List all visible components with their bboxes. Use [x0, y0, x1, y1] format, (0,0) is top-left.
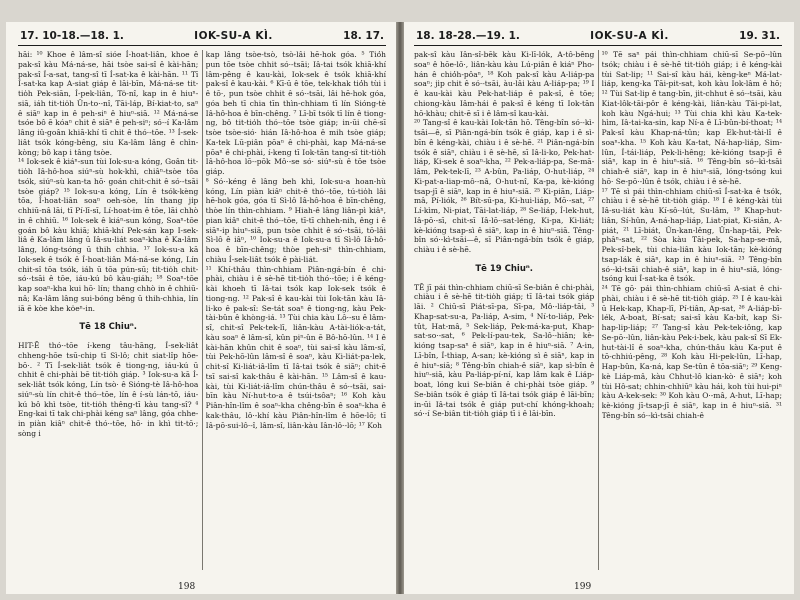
paragraph: ¹⁰ Tē saⁿ pái thìn-chhiam chiū-sī Se-pō·-lûn tsók; chiàu i ê sè-hē tit-tio̍h giáp; i ê kéng-kài tùi Sat-lip; ¹¹ Sai-sî kàu hái, kèng-keⁿ Má-lat-liáp, keng-ka Tāi-pit-sat, koh kàu Iok-lâm ê hō; ¹² Tùi Sat-lip ê tang-bīn, ji̍t-chhut ê só·-tsāi, kàu Kiat-lôk-tāi-pôr ê kéng-kài, liân-kàu Tāi-pi-lat, koh kàu Ngá-hui; ¹³ Tùi chia khì kàu Ka-tek-hìm, Iâ-tai-ka-sin, kap Ní-a ê Lī-bûn-bí-thoat; ¹⁴ Pak-sî kàu Khap-ná-tûn; kap Ek-hut-tài-lî ê soaⁿ-kha. ¹⁵ Koh kàu Ka-tat, Ná-hap-liáp, Sim-lûn, Í-tái-liáp, Pek-li-hêng; kè-kióng tsap-jī ê siāⁿ, kap in ê hiuⁿ-siā. ¹⁶ Têng-bîn só·-kì-tsāi chiah-ê siāⁿ, kap in ê hiuⁿ-siā, lóng-tsóng kui hō· Se-pō·-lûn ê tsók, chiàu i ê sè-hē. — [601, 50, 782, 186]
paragraph: kap lâng tsòe-tsò, tsò-lâi hē-hok góa. ⁵ Tió̍h pun tōe tsòe chhit só·-tsāi; Iâ-tai tsók khiā-khí lâm-pêng ê kau-kài, Iok-sek ê tsók khiā-khí pak-sî ê kau-kài. ⁶ Kī-ū ê tōe, tek-khak tió̍h tùi i ê tō·, pun tsòe chhit ê só·-tsāi, lâi hē-hok góa, góa beh tī chia tīn thìn-chhiam tī lín Sióng-tè Iâ-hô-hoa ê bīn-chêng. ⁷ Lī-bī tsók tī lín ê tiong-ng, bô tit-tio̍h thó·-tōe tsòe giáp; in-ūi chē-sī tsòe tsòe-sió· hián Iâ-hô-hoa ê mih tsòe giáp; Ka-tek Lū-piân pōaⁿ ê chi-phài, kap Má-ná-se pōaⁿ ê chi-phài, í-keng tī Iok-tān tang-sî tit-tio̍h Iâ-hô-hoa lō·-pōk Mô·-se só· siúⁿ-sù ê tōe tsòe giáp. — [205, 50, 386, 176]
page-number: 199 — [574, 582, 592, 592]
paragraph: ²⁴ Tē gō· pái thìn-chhiam chiū-sī A-siat ê chi-phài, chiàu i ê sè-hē tit-tio̍h giáp. ²⁵ I ê kau-kài ū Hek-kap, Khap-lī, Pí-tiân, Ap-sat, ²⁶ A-liáp-bī-lék, A-boat, Bí-sat; sai-sî kàu Ka-bít, kap Si-hap-lip-liáp; ²⁷ Tang-sî kàu Pek-tek-iông, kap Se-pō·-lûn, liân-kàu Pek-i-bek, kàu pak-sî Sī Ek-hut-tài-lî ê soaⁿ-kha, chún-thâu kàu Ka-put ê tō-chhiú-pêng, ²⁸ Koh kàu Hi-pek-lûn, Lī-hap, Hap-bûn, Ka-ná, kap Se-tûn ê tōa-siāⁿ; ²⁹ Keng-kè Liáp-mâ, kàu Chhut-lô kian-kò· ê siāⁿ; koh tùi Hô-sat; chhin-chhiūⁿ kàu hái, koh tùi hui-piⁿ kàu A-kek-sek: ³⁰ Koh kàu O·-mâ, A-hut, Lī-hap; kè-kióng jī-tsap-jī ê siāⁿ, kap in ê hiuⁿ-siā. ³¹ Têng-bîn só·-kì-tsāi chiah-ê — [601, 284, 782, 420]
header-chapter-range: 18. 18-28.—19. 1. — [416, 30, 520, 42]
text-columns — [18, 50, 386, 570]
header-chapter-range: 17. 10-18.—18. 1. — [20, 30, 124, 42]
column-1 — [414, 50, 594, 570]
paragraph: HIT-Ē thó·-tōe í-keng tâu-hāng, Í-sek-liât chheng-hōe tsū-chip tī Sì-lô; chit siat-lîp hōe-bō·. ² Tī Í-sek-liât tsók ê tiong-ng, iáu-kú ū chhit ê chi-phài bē tit-tio̍h giáp. ³ Iok-su-a kā Í-sek-liât tsók kóng, Lín tsò· ê Sióng-tè Iâ-hô-hoa siúⁿ-sù lín chit-ê thó·-tōe, lín ê í-sù lán-tō, iáu-kú bô khì tsòe, tit-tio̍h thêng-tī kàu tang-sî? ⁴ Eng-kai tī tak chi-phài kéng saⁿ lâng, góa chhe-in piàn kiâⁿ chit-ê thó·-tōe, hō· in khì tit-tō·; sòng i — [18, 341, 199, 438]
right-page — [404, 22, 794, 594]
page-number: 198 — [178, 582, 196, 592]
column-divider — [598, 50, 599, 570]
column-divider — [202, 50, 203, 570]
column-2 — [602, 50, 782, 570]
running-header-left — [18, 28, 386, 46]
paragraph: hāi: ¹⁰ Khoe ê lâm-sî sióe Í-hoat-liân, khoe ê pak-sî kàu Má-ná-se, hāi tsòe sai-sî ê kài-hān; pak-sî Í-a-sat, tang-sî tī Í-sat-ka ê kài-hān. ¹¹ Tī Í-sat-ka kap A-siat giáp ê lāi-bīn, Má-ná-se tit-tio̍h Pek-siān, Í-pek-liân, To̍-nî, kap in ê hiuⁿ-siā, iáh tit-tio̍h Ûn-to·-nî, Tāi-láp, Bí-kiat-to, saⁿ ê siāⁿ kap in ê peh-siⁿ ê hiuⁿ-siā. ¹² Má-ná-se tsóe bô ē kóaⁿ chit ê siāⁿ ê peh-siⁿ; só·-í Ka-lâm lâng iû-goân khiā-khí tī chit ê thó·-tōe. ¹³ Í-sek-liât tsók kóng-bêng, siu Ka-lâm lâng ê chìn-kòng; bô kap i tâng tsòe. — [18, 50, 199, 157]
text-columns — [414, 50, 782, 570]
paragraph: ¹⁴ Iok-sek ê kiáⁿ-sun tùi Iok-su-a kóng, Goân tit-tio̍h Iâ-hô-hoa siúⁿ-sù hok-khì, chiâⁿ-tsòe tōa tsók, siúⁿ-sù kan-ta hō· goán chit-chit ê só·-tsāi tsòe giáp? ¹⁵ Iok-su-a kóng, Lín ê tsók-kèng tōa, Í-hoat-liân soaⁿ oeh-sòe, lín thang ji̍p chhiū-nâ lāi, tī Pí-lī-sī, Lí-hoat-im ê tōe, lāi chhò in ê chhiū. ¹⁶ Iok-sek ê kiáⁿ-sun kóng, Soaⁿ-tōe goán bô kàu khiā; khiā-khí Pek-sán kap I-sek-liâ ê Ka-lâm lâng ū Iâ-su-liát soaⁿ-kha ê Ka-lâm lâng, lóng-tsóng ū thih chhia. ¹⁷ Iok-su-a kā Iok-sek ê tsók ê Í-hoat-liân Má-ná-se kóng, Lín chit-sî tōa tsók, iáh ū tōa pún-sū; tit-tio̍h chit-só·-tsāi ê tōe, iáu-kú bô kàu-giáh; ¹⁸ Soaⁿ-tōe kap soaⁿ-kha kui hō· lín; thang chhò in ê chhiū-nâ; Ka-lâm lâng sui-bóng bêng ū thih-chhia, lín iā ē kòe khe ko̍eⁿ-in. — [18, 157, 199, 313]
left-page — [6, 22, 396, 594]
book-gutter — [396, 22, 404, 594]
paragraph: TĒ jī pái thìn-chhiam chiū-sī Se-biân ê chi-phài, chiàu i ê sè-hē tit-tio̍h giáp; tī Iâ-tai tsók giáp lāi. ² Chiū-sī Piát-sī-pa, Sī-pa, Mô·-liáp-tāi, ³ Khap-sat-su-a, Pa-liáp, A-sim, ⁴ Ní-to-liáp, Pek-tût, Hat-mâ, ⁵ Sek-liáp, Pek-má-ka-put, Khap-sat-so·-sat, ⁶ Pek-lí-pau-tek, Sa-lô·-hiân; kè-kióng tsap-saⁿ ê siāⁿ, kap in ê hiuⁿ-siā. ⁷ A-in, Lī-bîn, Í-thiap, A-san; kè-kióng sì ê siāⁿ, kap in ê hiuⁿ-siā; ⁸ Têng-bîn chiah-ê siāⁿ, kap sì-bîn ê hiuⁿ-siā, kàu Pa-liáp-pí-ní, kap lâm kak ê Liáp-boat, lóng kui Se-biân ê chi-phài tsòe giáp. ⁹ Se-biân tsók ê giáp tī Iâ-tai tsók giáp ê lāi-bīn; in-ūi Iâ-tai tsók ê giáp put-chí khóng-khoah; só·-í Se-biân tit-tio̍h giáp tī i ê lāi-bīn. — [414, 282, 595, 419]
paragraph: pak-sî kàu Iân-sî-bēk kàu Ki-lī-lók, A-tô-bêng soaⁿ ê hōe-lō·, liân-kàu kàu Lú-piân ê kiáⁿ Pho-hán ê chió̍h-pôaⁿ, ¹⁸ Koh pak-sî kàu A-liáp-pa soaⁿ; ji̍p chit ê só·-tsāi, àu-lâi kàu A-liáp-pa; ¹⁹ I ê kau-kài kàu Pek-hat-liáp ê pak-sî, ê tōe; chiong-kàu Iâm-hái ê pak-sî ê kéng tī Iok-tān hō-khàu; chit-ē sī i ê lâm-sî kau-kài. — [414, 50, 595, 118]
chapter-heading: Tē 19 Chiuⁿ. — [475, 263, 533, 274]
header-end-verse: 19. 31. — [739, 30, 780, 42]
paragraph: ¹¹ Khí-thâu thìn-chhiam Piân-ngá-bín ê chi-phài, chiàu i ê sè-hē tit-tio̍h thó·-tōe; i ê kéng-kài khoeh tī Iâ-tai tsók kap Iok-sek tsók ê tiong-ng. ¹² Pak-sî ê kau-kài tùi Iok-tān kàu Iâ-li-ko ê pak-sî: Se-tát soaⁿ ê tiong-ng, kàu Pek-tài-bûn ê khòng-iá. ¹³ Tùi chia kàu Lô·-su ê lâm-sî, chit-sî Pek-tek-lī, liân-kàu A-tài-liók-a-tát, kàu soaⁿ ê lâm-sî, kûn piⁿ-ûn ē Bô-hō-lûn. ¹⁴ I ê kài-hān khûn chit ê soaⁿ, tùi sai-sî kàu lâm-sî, tùi Pek-hō-lûn lâm-sî ê soaⁿ, kàu Ki-liát-pa-lek, chit-sî Ki-liát-iâ-lîm tī Iâ-tai tsók ê siāⁿ; chit-ē tsī sai-sî kak-thâu ê kài-hān. ¹⁵ Lâm-sî ê kau-kài, tùi Ki-liát-iâ-lîm chún-thâu ê só·-tsāi, sai-bīn kàu Ní-hut-to-a ê tsúi-tsôaⁿ; ¹⁶ Koh kàu Piân-hîn-lîm ê soaⁿ-kha chêng-bīn ê soaⁿ-kha ê kak-thâu, lô·-khí kàu Piân-hîn-lîm ê hōe-lō; tī Iâ-pō·sui-lô·-î, lâm-sî, liân-kàu Iân-lô·-lō; ¹⁷ Koh — [205, 264, 386, 430]
column-1 — [18, 50, 198, 570]
header-book-title: IOK-SU-A KÌ. — [590, 30, 669, 42]
header-end-verse: 18. 17. — [343, 30, 384, 42]
paragraph: ²⁰ Tang-sî ê kau-kài Iok-tān hō. Têng-bîn só·-kì-tsāi—ê, sī Piân-ngá-bín tsók ê giáp, kap i ê sì-bīn ê kéng-kài, chiàu i ê sè-hē. ²¹ Piân-ngá-bín tsók ê siāⁿ, chiàu i ê sè-hē, sī Iâ-li-ko, Pek-hat-liáp, Ki-sek ê soaⁿ-kha, ²² Pek-a-liáp-pa, Se-mā-lâm, Pek-tek-lī, ²³ A-bûn, Pa-liáp, O-hut-liáp, ²⁴ Ki-pat-a-liap-mô·-nâ, O-hut-nî, Ka-pa, kè-kióng tsap-jī ê siāⁿ, kap in ê hiuⁿ-siā. ²⁵ Ki-piān, Liáp-mâ, Pí-liók, ²⁶ Bít-sū-pa, Ki-hui-liáp, Mō·-sat, ²⁷ Lí-kìm, Ni-piat, Tāi-lat-liáp, ²⁸ Se-liáp, Í-lek-hut, Iâ-pō·-sī, chit-sī Iâ-lō·-sat-léng, Ki-pa, Ki-liát; kè-kióng tsap-sì ê siāⁿ, kap in ê hiuⁿ-siā. Têng-bîn só·-kì-tsāi—ê, sī Piân-ngá-bín tsók ê giáp, chiàu i ê sè-hē. — [414, 118, 595, 254]
paragraph: ¹⁷ Tē sì pái thìn-chhiam chiū-sī Í-sat-ka ê tsók, chiàu i ê sè-hē tit-tio̍h giáp. ¹⁸ I ê kéng-kài tùi Iâ-su-liát kàu Kí-sô·-lút, Su-lâm, ¹⁹ Khap-hut-liân, Sí-hûn, A-ná-hap-liáp, Liat-piat, Ki-siân, A-piát, ²¹ Lī-biát, Ûn-kan-lêng, Ûn-hap-tāi, Pek-phâⁿ-sat, ²² Sòa kàu Tāi-pek, Sa-hap-se-mâ, Pek-sî-bek, tùi chia-liân kàu Iok-tān; kè-kióng tsap-lák ê siāⁿ, kap in ê hiuⁿ-siā. ²³ Têng-bîn só·-kì-tsāi chiah-ê siāⁿ, kap in ê hiuⁿ-siā, lóng-tsóng kui Í-sat-ka ê tsók. — [601, 186, 782, 284]
chapter-heading: Tē 18 Chiuⁿ. — [79, 322, 137, 333]
paragraph: ⁸ Só·-kéng ê lâng beh khì, Iok-su-a hoan-hù kóng, Lín piàn kiâⁿ chit-ê thó·-tōe, tú-tio̍h lâi hē-hok góa, góa tī Sì-lô Iâ-hô-hoa ê bīn-chêng, thòe lín thìn-chhiam. ⁹ Hiah-ê lâng liân-pì kiâⁿ, pian kiâⁿ chit-ê thó·-tōe, tī-tī chheh-nih, êng i ê siāⁿ-ip hiuⁿ-siā, pun tsòe chhit ê só·-tsāi, tō-lâi Sì-lô ê iâⁿ, ¹⁰ Iok-su-a ê Iok-su-a tī Sì-lô Iâ-hô-hoa ê bīn-chêng; thòe peh-siⁿ thìn-chhiam, chiàu Í-sek-liât tsók ê pài-liát. — [205, 176, 386, 264]
header-book-title: IOK-SU-A KÌ. — [194, 30, 273, 42]
column-2 — [206, 50, 386, 570]
running-header-right — [414, 28, 782, 46]
